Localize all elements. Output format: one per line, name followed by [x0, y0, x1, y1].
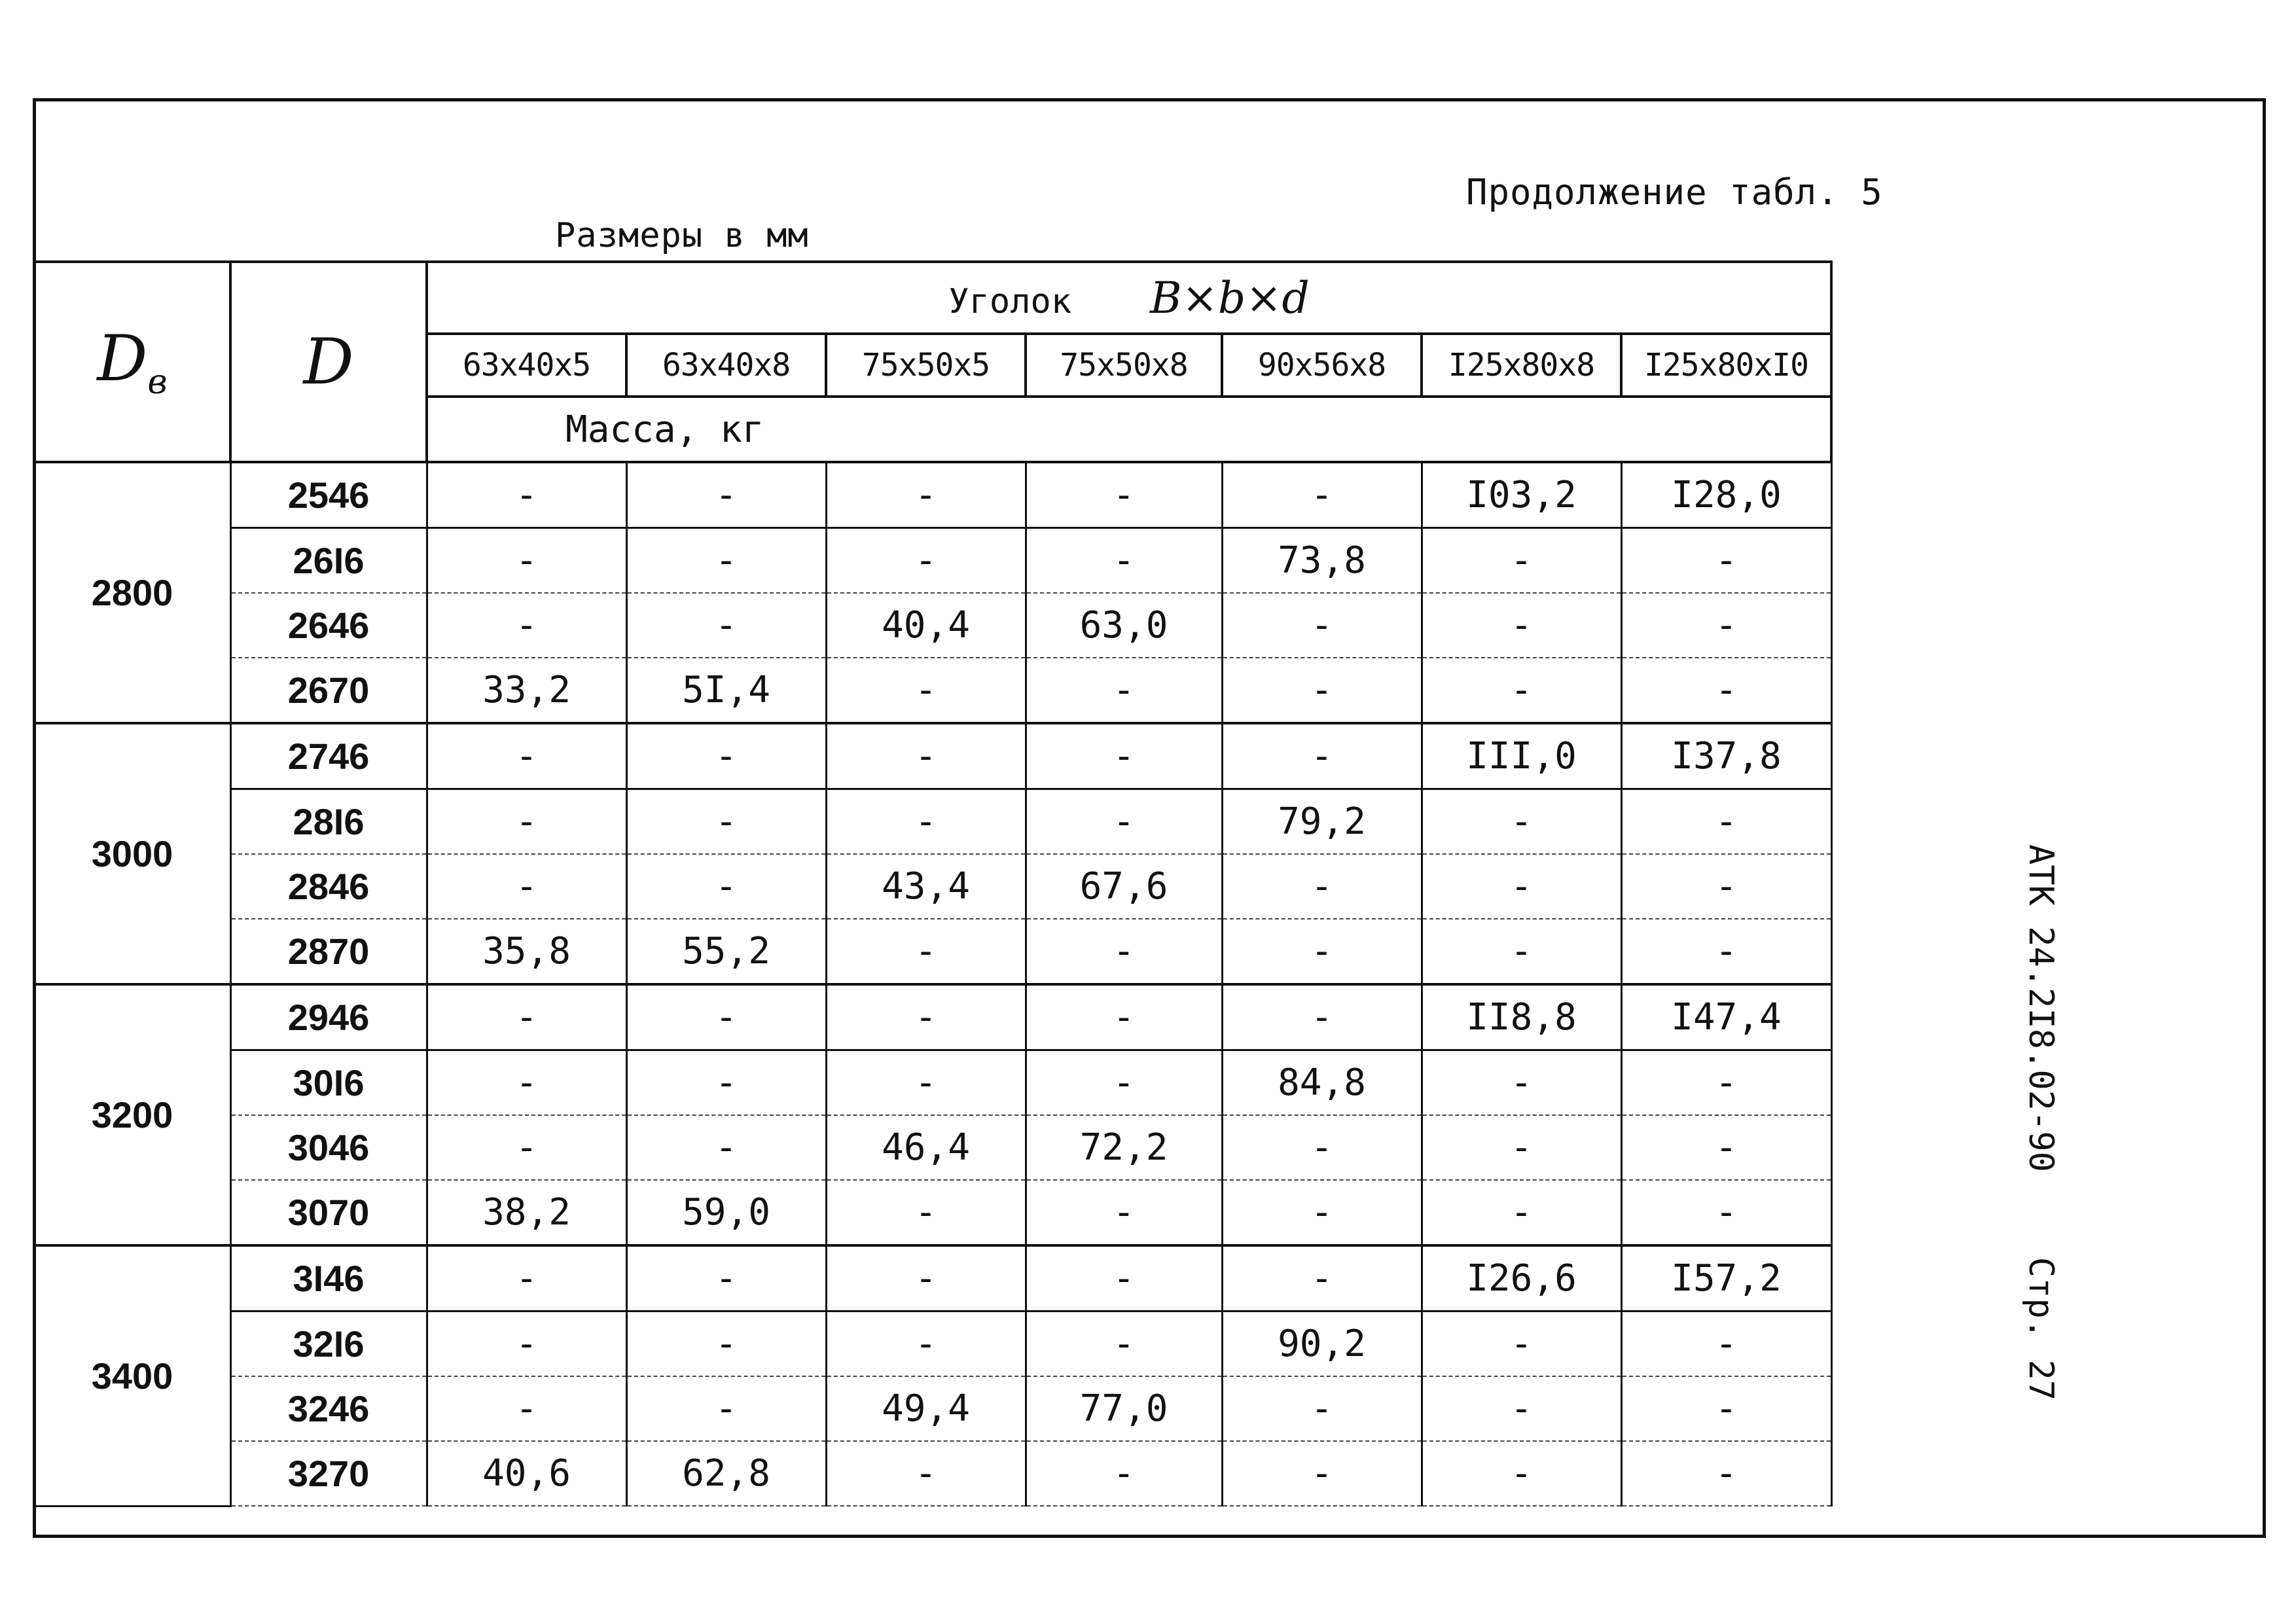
- table-row: [34, 593, 1831, 658]
- mass-cell: -: [826, 1441, 1026, 1506]
- mass-cell: -: [427, 789, 626, 855]
- mass-cell: -: [1621, 1050, 1831, 1116]
- side-stamp: [2021, 844, 2060, 1407]
- mass-cell: -: [1621, 854, 1831, 919]
- size-header-1: 63x40x8: [626, 334, 826, 397]
- mass-cell: 49,4: [826, 1376, 1026, 1441]
- db-value: 2800: [34, 462, 230, 723]
- units-label: Размеры в мм: [555, 216, 809, 255]
- mass-cell: 63,0: [1026, 593, 1222, 658]
- size-header-6: I25x80xI0: [1621, 334, 1831, 397]
- d-value: 26I6: [230, 528, 427, 594]
- mass-cell: -: [1422, 1050, 1621, 1116]
- size-header-2: 75x50x5: [826, 334, 1026, 397]
- mass-cell: -: [1222, 1115, 1422, 1180]
- table-row: [34, 984, 1831, 1050]
- mass-cell: -: [427, 984, 626, 1050]
- mass-cell: -: [1422, 919, 1621, 984]
- mass-cell: -: [1621, 593, 1831, 658]
- mass-cell: -: [826, 919, 1026, 984]
- mass-cell: -: [1222, 1245, 1422, 1311]
- profile-label: Уголок: [948, 281, 1072, 321]
- mass-cell: -: [1026, 528, 1222, 594]
- mass-cell: -: [1422, 1115, 1621, 1180]
- mass-cell: -: [427, 1311, 626, 1377]
- profile-header: [427, 262, 1831, 334]
- mass-cell: II8,8: [1422, 984, 1621, 1050]
- d-value: 3246: [230, 1376, 427, 1441]
- mass-cell: -: [1422, 1311, 1621, 1377]
- mass-cell: 55,2: [626, 919, 826, 984]
- mass-cell: -: [826, 528, 1026, 594]
- d-value: 2746: [230, 723, 427, 789]
- mass-cell: -: [1422, 1441, 1621, 1506]
- mass-cell: 43,4: [826, 854, 1026, 919]
- mass-cell: -: [1026, 723, 1222, 789]
- d-value: 2546: [230, 462, 427, 528]
- mass-cell: -: [826, 1311, 1026, 1377]
- table-row: [34, 462, 1831, 528]
- mass-cell: -: [1026, 1311, 1222, 1377]
- mass-cell: -: [1621, 1376, 1831, 1441]
- table-row: [34, 528, 1831, 594]
- mass-cell: -: [1222, 984, 1422, 1050]
- d-value: 2670: [230, 658, 427, 723]
- mass-cell: 90,2: [1222, 1311, 1422, 1377]
- mass-cell: -: [626, 462, 826, 528]
- mass-cell: -: [1026, 462, 1222, 528]
- mass-cell: -: [1026, 919, 1222, 984]
- mass-cell: 40,6: [427, 1441, 626, 1506]
- mass-cell: -: [1222, 462, 1422, 528]
- table-row: [34, 854, 1831, 919]
- db-value: 3000: [34, 723, 230, 984]
- mass-cell: 35,8: [427, 919, 626, 984]
- mass-cell: -: [1026, 1050, 1222, 1116]
- mass-cell: -: [427, 1245, 626, 1311]
- d-value: 3070: [230, 1180, 427, 1245]
- db-value: 3400: [34, 1245, 230, 1506]
- d-value: 28I6: [230, 789, 427, 855]
- mass-cell: 5I,4: [626, 658, 826, 723]
- mass-cell: -: [626, 789, 826, 855]
- mass-cell: I28,0: [1621, 462, 1831, 528]
- mass-cell: -: [1222, 658, 1422, 723]
- mass-cell: -: [427, 593, 626, 658]
- mass-cell: -: [1621, 1180, 1831, 1245]
- mass-cell: -: [1026, 984, 1222, 1050]
- mass-cell: -: [626, 1115, 826, 1180]
- mass-cell: -: [1026, 1441, 1222, 1506]
- mass-cell: -: [1621, 919, 1831, 984]
- d-value: 3270: [230, 1441, 427, 1506]
- size-header-0: 63x40x5: [427, 334, 626, 397]
- mass-cell: 40,4: [826, 593, 1026, 658]
- table-row: [34, 1245, 1831, 1311]
- mass-cell: -: [626, 1311, 826, 1377]
- mass-cell: -: [427, 462, 626, 528]
- table-row: [34, 723, 1831, 789]
- mass-cell: -: [1422, 789, 1621, 855]
- mass-cell: -: [826, 984, 1026, 1050]
- mass-cell: -: [1222, 723, 1422, 789]
- mass-cell: -: [1621, 1311, 1831, 1377]
- mass-cell: 84,8: [1222, 1050, 1422, 1116]
- mass-cell: -: [826, 1245, 1026, 1311]
- mass-cell: -: [1422, 1376, 1621, 1441]
- mass-cell: -: [1222, 854, 1422, 919]
- mass-cell: 46,4: [826, 1115, 1026, 1180]
- table-row: [34, 919, 1831, 984]
- table-row: [34, 1050, 1831, 1116]
- profile-formula: B×b×d: [1150, 272, 1310, 323]
- mass-cell: -: [626, 723, 826, 789]
- mass-cell: -: [826, 1180, 1026, 1245]
- mass-cell: I37,8: [1621, 723, 1831, 789]
- d-value: 2870: [230, 919, 427, 984]
- d-value: 32I6: [230, 1311, 427, 1377]
- mass-cell: -: [1222, 1376, 1422, 1441]
- mass-cell: I03,2: [1422, 462, 1621, 528]
- page-number: Стр. 27: [2021, 1257, 2060, 1401]
- table-row: [34, 1441, 1831, 1506]
- mass-cell: -: [826, 1050, 1026, 1116]
- mass-cell: -: [427, 723, 626, 789]
- mass-cell: -: [1222, 919, 1422, 984]
- mass-cell: -: [427, 854, 626, 919]
- document-code: АТК 24.2I8.02-90: [2021, 844, 2060, 1172]
- mass-cell: 67,6: [1026, 854, 1222, 919]
- d-value: 2846: [230, 854, 427, 919]
- mass-cell: -: [626, 1050, 826, 1116]
- db-header: $D_в$: [34, 262, 230, 462]
- d-value: 3I46: [230, 1245, 427, 1311]
- continuation-label: Продолжение табл. 5: [1466, 171, 1883, 213]
- table-row: [34, 1311, 1831, 1377]
- mass-cell: -: [826, 658, 1026, 723]
- d-value: 2646: [230, 593, 427, 658]
- mass-cell: -: [1621, 1441, 1831, 1506]
- mass-cell: -: [427, 1376, 626, 1441]
- mass-cell: -: [626, 984, 826, 1050]
- mass-cell: -: [1422, 593, 1621, 658]
- mass-cell: -: [626, 593, 826, 658]
- mass-cell: 59,0: [626, 1180, 826, 1245]
- mass-cell: -: [427, 1050, 626, 1116]
- table-row: [34, 1115, 1831, 1180]
- mass-cell: -: [1026, 1245, 1222, 1311]
- d-value: 30I6: [230, 1050, 427, 1116]
- mass-cell: 38,2: [427, 1180, 626, 1245]
- mass-cell: -: [1621, 658, 1831, 723]
- table-row: [34, 1376, 1831, 1441]
- mass-cell: -: [626, 528, 826, 594]
- mass-cell: I26,6: [1422, 1245, 1621, 1311]
- mass-cell: 79,2: [1222, 789, 1422, 855]
- mass-cell: -: [1422, 528, 1621, 594]
- mass-cell: -: [1222, 593, 1422, 658]
- mass-table: [33, 260, 1833, 1507]
- mass-cell: -: [1621, 1115, 1831, 1180]
- size-header-4: 90x56x8: [1222, 334, 1422, 397]
- mass-cell: -: [1026, 658, 1222, 723]
- mass-cell: 77,0: [1026, 1376, 1222, 1441]
- mass-cell: -: [626, 1245, 826, 1311]
- mass-cell: -: [626, 854, 826, 919]
- mass-cell: I47,4: [1621, 984, 1831, 1050]
- mass-cell: -: [427, 1115, 626, 1180]
- mass-cell: -: [826, 723, 1026, 789]
- table-row: [34, 789, 1831, 855]
- mass-cell: -: [1422, 854, 1621, 919]
- mass-cell: -: [1621, 528, 1831, 594]
- table-row: [34, 658, 1831, 723]
- mass-cell: -: [1222, 1441, 1422, 1506]
- d-value: 2946: [230, 984, 427, 1050]
- mass-cell: III,0: [1422, 723, 1621, 789]
- mass-cell: 33,2: [427, 658, 626, 723]
- table-body: [34, 462, 1831, 1506]
- mass-cell: -: [826, 462, 1026, 528]
- mass-header: Масса, кг: [427, 397, 1831, 462]
- size-header-5: I25x80x8: [1422, 334, 1621, 397]
- table-row: [34, 1180, 1831, 1245]
- mass-cell: 72,2: [1026, 1115, 1222, 1180]
- mass-cell: -: [626, 1376, 826, 1441]
- mass-cell: I57,2: [1621, 1245, 1831, 1311]
- mass-cell: 62,8: [626, 1441, 826, 1506]
- mass-cell: 73,8: [1222, 528, 1422, 594]
- d-value: 3046: [230, 1115, 427, 1180]
- d-header: D: [230, 262, 427, 462]
- mass-cell: -: [1422, 658, 1621, 723]
- mass-cell: -: [1026, 789, 1222, 855]
- mass-cell: -: [1222, 1180, 1422, 1245]
- mass-cell: -: [1026, 1180, 1222, 1245]
- mass-cell: -: [826, 789, 1026, 855]
- size-header-3: 75x50x8: [1026, 334, 1222, 397]
- mass-cell: -: [1621, 789, 1831, 855]
- mass-cell: -: [1422, 1180, 1621, 1245]
- mass-cell: -: [427, 528, 626, 594]
- db-value: 3200: [34, 984, 230, 1245]
